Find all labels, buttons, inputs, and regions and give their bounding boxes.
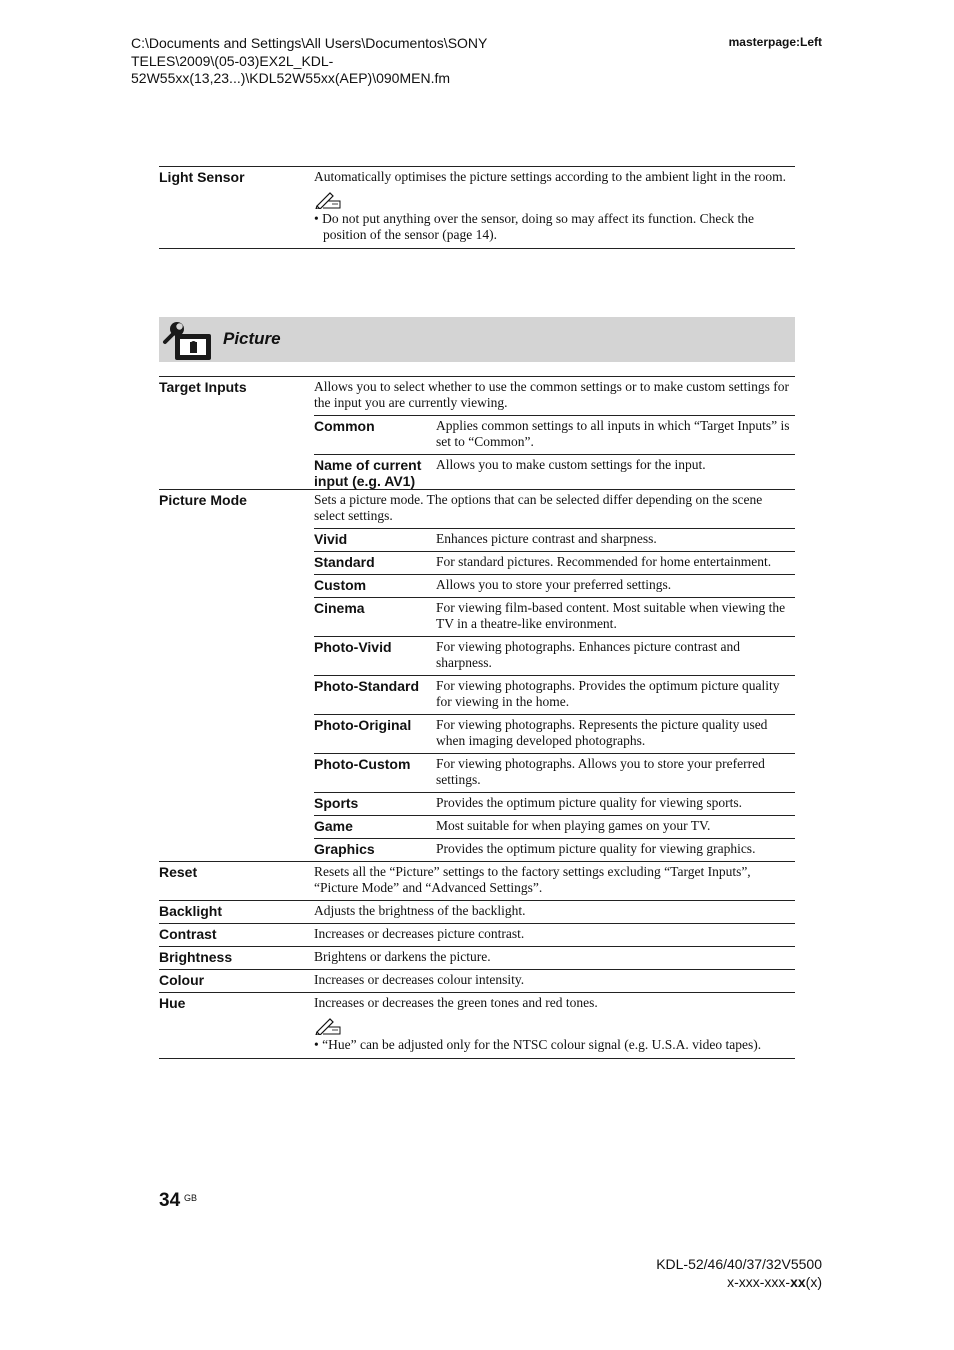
- option-term: Vivid: [314, 531, 348, 547]
- page-language-suffix: GB: [184, 1193, 198, 1203]
- light-sensor-row: [159, 166, 795, 248]
- page-number: 34: [159, 1190, 181, 1211]
- option-term: Cinema: [314, 600, 365, 616]
- option-term: Photo-Original: [314, 717, 412, 733]
- option-term: Photo-Custom: [314, 756, 411, 772]
- table-bottom-rule: [159, 248, 795, 249]
- option-term: Game: [314, 818, 353, 834]
- file-path-line-2: TELES\2009\(05-03)EX2L_KDL-: [131, 52, 334, 69]
- light-sensor-table: [159, 166, 795, 249]
- option-desc: For standard pictures. Recommended for home entertainment.: [436, 554, 772, 569]
- option-row: [314, 815, 795, 838]
- option-desc: For viewing film-based content. Most suitable when viewing the TV in a theatre-like environment.: [436, 600, 786, 631]
- option-desc: Allows you to store your preferred settings.: [436, 577, 672, 592]
- option-term: Standard: [314, 554, 375, 570]
- option-row: [314, 792, 795, 815]
- option-row: [314, 454, 795, 489]
- option-row: [314, 838, 795, 861]
- hue-desc: Increases or decreases the green tones and red tones.: [314, 995, 598, 1010]
- option-row: [314, 415, 795, 454]
- option-row: [314, 574, 795, 597]
- option-desc: Allows you to make custom settings for the input.: [436, 457, 706, 472]
- light-sensor-term: Light Sensor: [159, 169, 245, 185]
- option-row: [314, 528, 795, 551]
- option-term: Sports: [314, 795, 359, 811]
- target-inputs-desc: Allows you to select whether to use the common settings or to make custom settings for the input you are currently viewing.: [314, 379, 790, 410]
- hue-term: Hue: [159, 995, 186, 1011]
- file-path-line-3: 52W55xx(13,23...)\KDL52W55xx(AEP)\090MEN.fm: [131, 70, 451, 86]
- option-desc: For viewing photographs. Allows you to store your preferred settings.: [436, 756, 765, 787]
- contrast-desc: Increases or decreases picture contrast.: [314, 926, 525, 941]
- option-desc: For viewing photographs. Provides the optimum picture quality for viewing in the home.: [436, 678, 780, 709]
- picture-section-title: Picture: [223, 329, 281, 348]
- picture-mode-desc: Sets a picture mode. The options that can be selected differ depending on the scene select settings.: [314, 492, 763, 523]
- document-code-bold: xx: [790, 1274, 806, 1290]
- option-term: Custom: [314, 577, 367, 593]
- target-inputs-row: [159, 376, 795, 489]
- light-sensor-note: • Do not put anything over the sensor, doing so may affect its function. Check the position of the sensor (page 14).: [314, 211, 754, 242]
- note-pencil-icon: [314, 1017, 342, 1035]
- masterpage-label: masterpage:Left: [728, 35, 822, 49]
- brightness-desc: Brightens or darkens the picture.: [314, 949, 491, 964]
- backlight-term: Backlight: [159, 903, 223, 919]
- option-row: [314, 636, 795, 675]
- backlight-row: [159, 900, 795, 923]
- colour-desc: Increases or decreases colour intensity.: [314, 972, 525, 987]
- option-term: Name of current input (e.g. AV1): [314, 457, 422, 489]
- target-inputs-term: Target Inputs: [159, 379, 247, 395]
- picture-mode-term: Picture Mode: [159, 492, 247, 508]
- light-sensor-desc: Automatically optimises the picture settings according to the ambient light in the room.: [314, 169, 787, 184]
- picture-settings-table: [159, 376, 795, 1059]
- option-desc: Provides the optimum picture quality for viewing sports.: [436, 795, 742, 810]
- model-number: KDL-52/46/40/37/32V5500: [656, 1256, 822, 1272]
- option-term: Graphics: [314, 841, 375, 857]
- option-row: [314, 714, 795, 753]
- option-desc: For viewing photographs. Represents the picture quality used when imaging developed photographs.: [436, 717, 768, 748]
- document-code-suffix: (x): [805, 1274, 822, 1290]
- picture-mode-row: [159, 489, 795, 861]
- reset-row: [159, 861, 795, 900]
- colour-row: [159, 969, 795, 992]
- option-desc: Enhances picture contrast and sharpness.: [436, 531, 657, 546]
- option-row: [314, 597, 795, 636]
- backlight-desc: Adjusts the brightness of the backlight.: [314, 903, 526, 918]
- picture-section-banner: [159, 317, 795, 362]
- option-row: [314, 675, 795, 714]
- contrast-row: [159, 923, 795, 946]
- option-desc: For viewing photographs. Enhances picture contrast and sharpness.: [436, 639, 741, 670]
- colour-term: Colour: [159, 972, 205, 988]
- contrast-term: Contrast: [159, 926, 217, 942]
- option-row: [314, 551, 795, 574]
- table-bottom-rule: [159, 1058, 795, 1059]
- option-term: Common: [314, 418, 375, 434]
- file-path-line-1: C:\Documents and Settings\All Users\Documentos\SONY: [131, 35, 488, 51]
- option-row: [314, 753, 795, 792]
- hue-row: [159, 992, 795, 1058]
- option-desc: Most suitable for when playing games on your TV.: [436, 818, 711, 833]
- option-desc: Applies common settings to all inputs in which “Target Inputs” is set to “Common”.: [436, 418, 790, 449]
- brightness-term: Brightness: [159, 949, 233, 965]
- option-desc: Provides the optimum picture quality for viewing graphics.: [436, 841, 756, 856]
- option-term: Photo-Vivid: [314, 639, 392, 655]
- reset-desc: Resets all the “Picture” settings to the factory settings excluding “Target Inputs”, “Picture Mode” and “Advanced Settings”.: [314, 864, 751, 895]
- file-path-header: [131, 35, 551, 88]
- note-pencil-icon: [314, 191, 342, 209]
- brightness-row: [159, 946, 795, 969]
- picture-settings-icon: [161, 320, 213, 362]
- document-code: [727, 1274, 822, 1290]
- reset-term: Reset: [159, 864, 198, 880]
- document-code-prefix: x-xxx-xxx-: [727, 1274, 791, 1290]
- option-term: Photo-Standard: [314, 678, 419, 694]
- hue-note: • “Hue” can be adjusted only for the NTSC colour signal (e.g. U.S.A. video tapes).: [314, 1037, 762, 1052]
